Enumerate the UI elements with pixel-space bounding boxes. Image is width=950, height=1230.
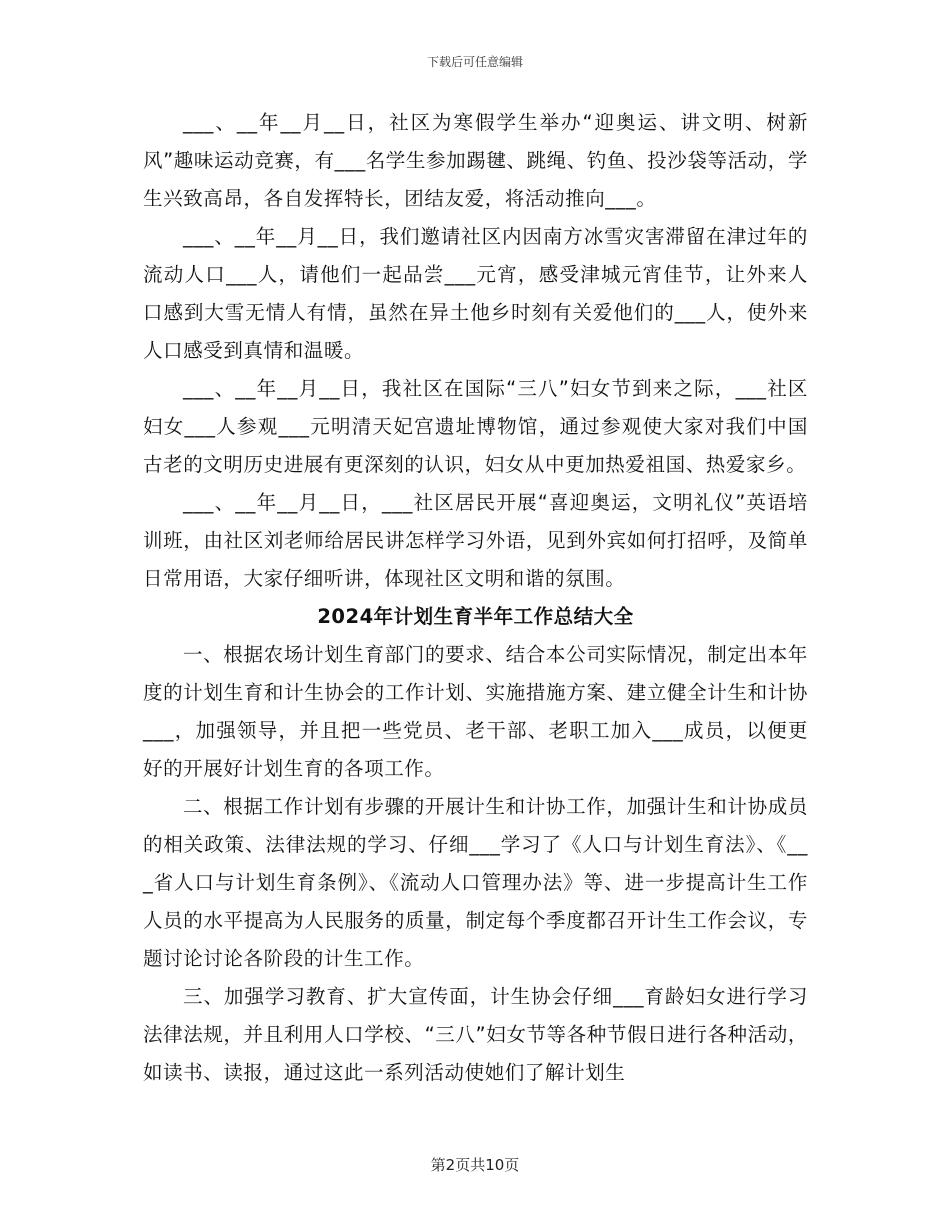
paragraph-1: ___、__年__月__日，社区为寒假学生举办“迎奥运、讲文明、树新风”趣味运动竞赛，有___名学生参加踢毽、跳绳、钓鱼、投沙袋等活动，学生兴致高昂，各自发挥特长，团结友爱，将活动推向___。	[143, 111, 808, 210]
document-body	[143, 104, 808, 1092]
section-title: 2024年计划生育半年工作总结大全	[317, 605, 634, 628]
page-header-note: 下载后可任意编辑	[426, 55, 523, 69]
paragraph-7: 三、加强学习教育、扩大宣传面，计生协会仔细___育龄妇女进行学习法律法规，并且利用人口学校、“三八”妇女节等各种节假日进行各种活动，如读书、读报，通过这此一系列活动使她们了解计划生	[143, 985, 808, 1084]
paragraph-4: ___、__年__月__日，___社区居民开展“喜迎奥运，文明礼仪”英语培训班，由社区刘老师给居民讲怎样学习外语，见到外宾如何打招呼，及简单日常用语，大家仔细听讲，体现社区文明和谐的氛围。	[143, 491, 808, 590]
paragraph-5: 一、根据农场计划生育部门的要求、结合本公司实际情况，制定出本年度的计划生育和计生协会的工作计划、实施措施方案、建立健全计生和计协___，加强领导，并且把一些党员、老干部、老职工加入___成员，以便更好的开展好计划生育的各项工作。	[143, 643, 808, 780]
paragraph-6: 二、根据工作计划有步骤的开展计生和计协工作，加强计生和计协成员的相关政策、法律法规的学习、仔细___学习了《人口与计划生育法》、《___省人口与计划生育条例》、《流动人口管理办法》等、进一步提高计生工作人员的水平提高为人民服务的质量，制定每个季度都召开计生工作会议，专题讨论讨论各阶段的计生工作。	[143, 795, 808, 970]
paragraph-2: ___、__年__月__日，我们邀请社区内因南方冰雪灾害滞留在津过年的流动人口___人，请他们一起品尝___元宵，感受津城元宵佳节，让外来人口感到大雪无情人有情，虽然在异土他乡时刻有关爱他们的___人，使外来人口感受到真情和温暖。	[143, 225, 808, 362]
paragraph-3: ___、__年__月__日，我社区在国际“三八”妇女节到来之际，___社区妇女___人参观___元明清天妃宫遗址博物馆，通过参观使大家对我们中国古老的文明历史进展有更深刻的认识，妇女从中更加热爱祖国、热爱家乡。	[143, 377, 808, 476]
page-number-footer: 第2页共10页	[430, 1156, 520, 1174]
